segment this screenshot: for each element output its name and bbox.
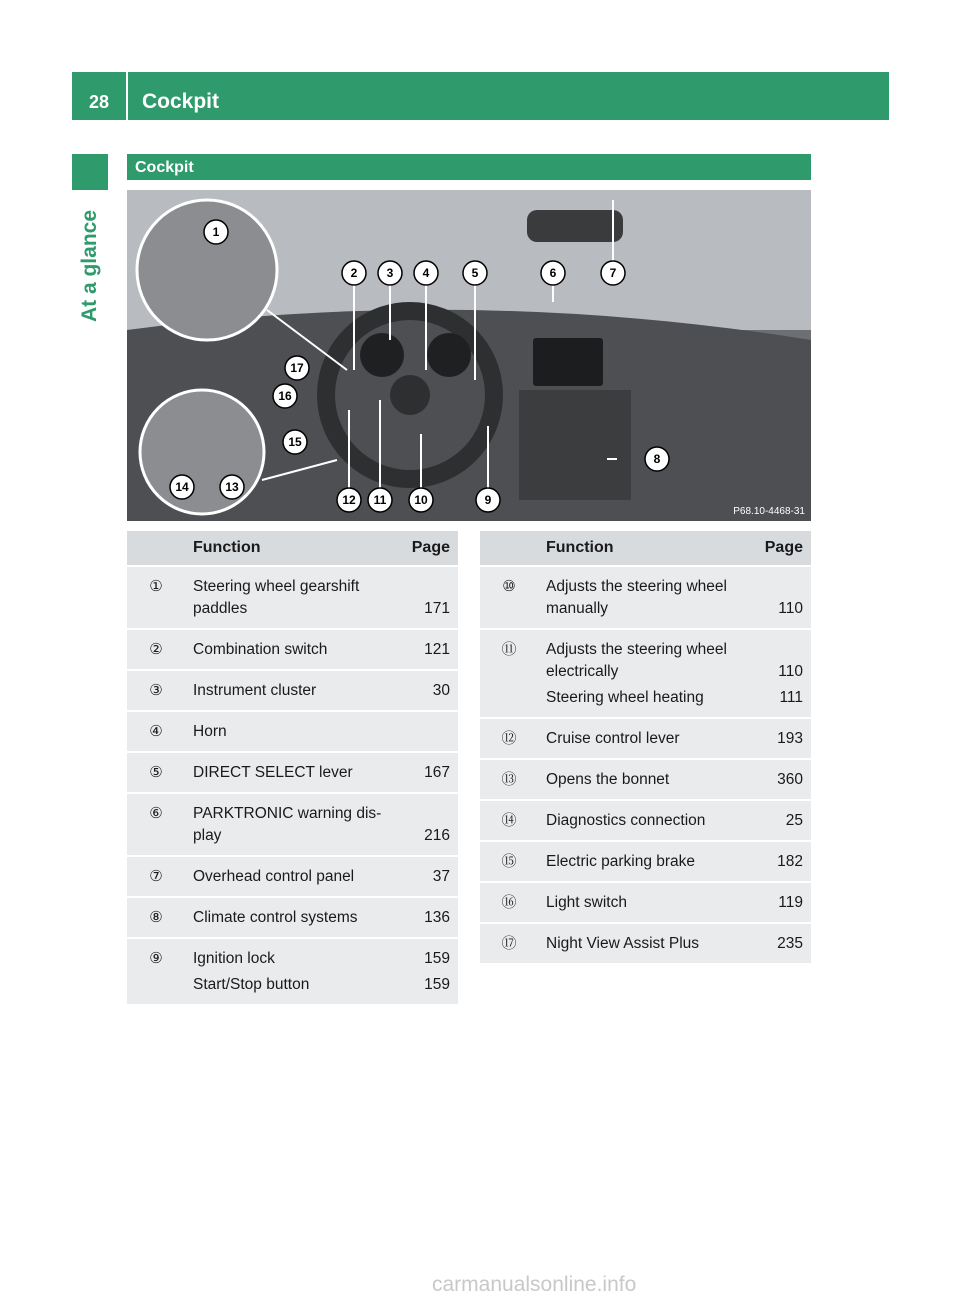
function-text: Electric parking brake [546, 853, 696, 870]
row-number: ① [127, 566, 185, 629]
page-cell [743, 800, 811, 841]
function-text: Opens the bonnet [546, 771, 670, 788]
row-number: ⑩ [480, 566, 538, 629]
function-cell [538, 882, 743, 923]
function-text: Ignition lock [193, 950, 275, 967]
function-cell [538, 759, 743, 800]
callout-2-label: 2 [350, 266, 358, 280]
side-tab [72, 196, 108, 336]
row-number: ⑫ [480, 718, 538, 759]
callout-16-label: 16 [278, 389, 292, 403]
page-ref: 37 [432, 868, 450, 885]
row-number: ⑰ [480, 923, 538, 963]
num-header [480, 531, 538, 566]
row-number: ⑯ [480, 882, 538, 923]
row-number: ⑦ [127, 856, 185, 897]
page-header: Page [743, 531, 811, 566]
function-text: Overhead control panel [193, 868, 355, 885]
function-cell [538, 841, 743, 882]
row-number: ⑬ [480, 759, 538, 800]
function-text: DIRECT SELECT lever [193, 764, 353, 781]
function-cell [538, 566, 743, 629]
row-number: ⑤ [127, 752, 185, 793]
table-row [480, 566, 811, 629]
mirror-shape [527, 210, 623, 242]
page-ref [398, 721, 450, 743]
row-number: ④ [127, 711, 185, 752]
callout-17-label: 17 [290, 361, 304, 375]
page-ref: 136 [424, 909, 450, 926]
watermark: carmanualsonline.info [432, 1273, 637, 1296]
callout-3-label: 3 [386, 266, 394, 280]
function-text: Cruise control lever [546, 730, 680, 747]
callout-6-label: 6 [549, 266, 557, 280]
page-cell [743, 923, 811, 963]
row-number: ② [127, 629, 185, 670]
page-ref: 110 [778, 663, 803, 680]
function-text: Steering wheel gearshift paddles [193, 578, 360, 617]
table-row [127, 670, 458, 711]
callout-9-label: 9 [484, 493, 492, 507]
function-text: Diagnostics connection [546, 812, 706, 829]
page-cell [390, 711, 458, 752]
function-cell [185, 938, 390, 1004]
table-row [480, 882, 811, 923]
function-text: Combination switch [193, 641, 328, 658]
callout-7-label: 7 [609, 266, 617, 280]
section-title: Cockpit [127, 154, 811, 180]
page-cell [390, 752, 458, 793]
row-number: ⑮ [480, 841, 538, 882]
callout-5-label: 5 [471, 266, 479, 280]
page-cell [743, 882, 811, 923]
table-row [127, 752, 458, 793]
row-number: ⑨ [127, 938, 185, 1004]
callout-1-label: 1 [212, 225, 220, 239]
page-header: Page [390, 531, 458, 566]
page-ref: 235 [777, 935, 803, 952]
function-text: PARKTRONIC warning dis-play [193, 805, 382, 844]
page-ref: 111 [779, 689, 803, 706]
table-row [127, 856, 458, 897]
display-shape [533, 338, 603, 386]
function-cell [185, 793, 390, 856]
function-cell [185, 629, 390, 670]
table-row [127, 629, 458, 670]
function-text: Light switch [546, 894, 627, 911]
page-cell [743, 718, 811, 759]
table-row [127, 711, 458, 752]
inset-lower-shape [140, 390, 264, 514]
cockpit-illustration [127, 190, 811, 521]
page-ref: 119 [778, 894, 803, 911]
callout-13-label: 13 [225, 480, 239, 494]
page-cell [390, 856, 458, 897]
function-header: Function [538, 531, 743, 566]
page-number: 28 [72, 72, 128, 120]
hub-shape [390, 375, 430, 415]
page-cell [390, 793, 458, 856]
cockpit-figure [127, 190, 811, 521]
table-row [127, 897, 458, 938]
table-header-row [127, 531, 458, 566]
page-ref: 360 [777, 771, 803, 788]
callout-14-label: 14 [175, 480, 189, 494]
callout-11-label: 11 [373, 493, 387, 507]
page-ref: 159 [424, 976, 450, 993]
page-ref: 121 [424, 641, 450, 658]
gauge-right-shape [427, 333, 471, 377]
page-ref: 159 [424, 950, 450, 967]
page-ref: 25 [785, 812, 803, 829]
page-ref: 171 [424, 600, 450, 617]
inset-paddles-shape [137, 200, 277, 340]
gauge-left-shape [360, 333, 404, 377]
callout-12-label: 12 [342, 493, 356, 507]
row-number: ③ [127, 670, 185, 711]
page-ref: 216 [424, 827, 450, 844]
page-cell [390, 938, 458, 1004]
page-cell [390, 670, 458, 711]
function-text: Adjusts the steering wheel manually [546, 578, 727, 617]
page-ref: 182 [777, 853, 803, 870]
table-row [127, 938, 458, 1004]
function-cell [538, 629, 743, 718]
row-number: ⑥ [127, 793, 185, 856]
page-cell [743, 759, 811, 800]
function-cell [185, 897, 390, 938]
table-row [480, 800, 811, 841]
function-table-left [127, 531, 458, 1004]
row-number: ⑪ [480, 629, 538, 718]
table-row [480, 923, 811, 963]
page-title: Cockpit [142, 90, 220, 113]
table-row [127, 793, 458, 856]
page-cell [743, 566, 811, 629]
function-text: Adjusts the steering wheel electrically [546, 641, 727, 680]
page-cell [743, 629, 811, 718]
function-cell [538, 923, 743, 963]
page-ref: 110 [778, 600, 803, 617]
table-row [480, 629, 811, 718]
figure-code: P68.10-4468-31 [733, 506, 805, 517]
function-cell [185, 566, 390, 629]
num-header [127, 531, 185, 566]
page-ref: 167 [424, 764, 450, 781]
function-table-right [480, 531, 811, 963]
table-header-row [480, 531, 811, 566]
function-cell [538, 800, 743, 841]
console-shape [519, 390, 631, 500]
function-text: Instrument cluster [193, 682, 317, 699]
page-cell [390, 566, 458, 629]
page-header [72, 72, 889, 120]
function-text: Steering wheel heating [546, 689, 704, 706]
table-row [480, 759, 811, 800]
function-text: Start/Stop button [193, 976, 310, 993]
function-text: Horn [193, 723, 227, 740]
callout-15-label: 15 [288, 435, 302, 449]
callout-8-label: 8 [653, 452, 661, 466]
page-cell [743, 841, 811, 882]
table-row [480, 718, 811, 759]
callout-4-label: 4 [422, 266, 430, 280]
function-cell [185, 711, 390, 752]
function-text: Night View Assist Plus [546, 935, 700, 952]
function-text: Climate control systems [193, 909, 358, 926]
side-tab-marker [72, 154, 108, 190]
function-cell [185, 752, 390, 793]
function-cell [185, 670, 390, 711]
row-number: ⑭ [480, 800, 538, 841]
page-cell [390, 629, 458, 670]
function-header: Function [185, 531, 390, 566]
table-row [127, 566, 458, 629]
page-cell [390, 897, 458, 938]
callout-10-label: 10 [414, 493, 428, 507]
function-cell [185, 856, 390, 897]
function-cell [538, 718, 743, 759]
page-ref: 193 [777, 730, 803, 747]
side-tab-label: At a glance [78, 209, 102, 323]
row-number: ⑧ [127, 897, 185, 938]
table-row [480, 841, 811, 882]
page-ref: 30 [432, 682, 450, 699]
